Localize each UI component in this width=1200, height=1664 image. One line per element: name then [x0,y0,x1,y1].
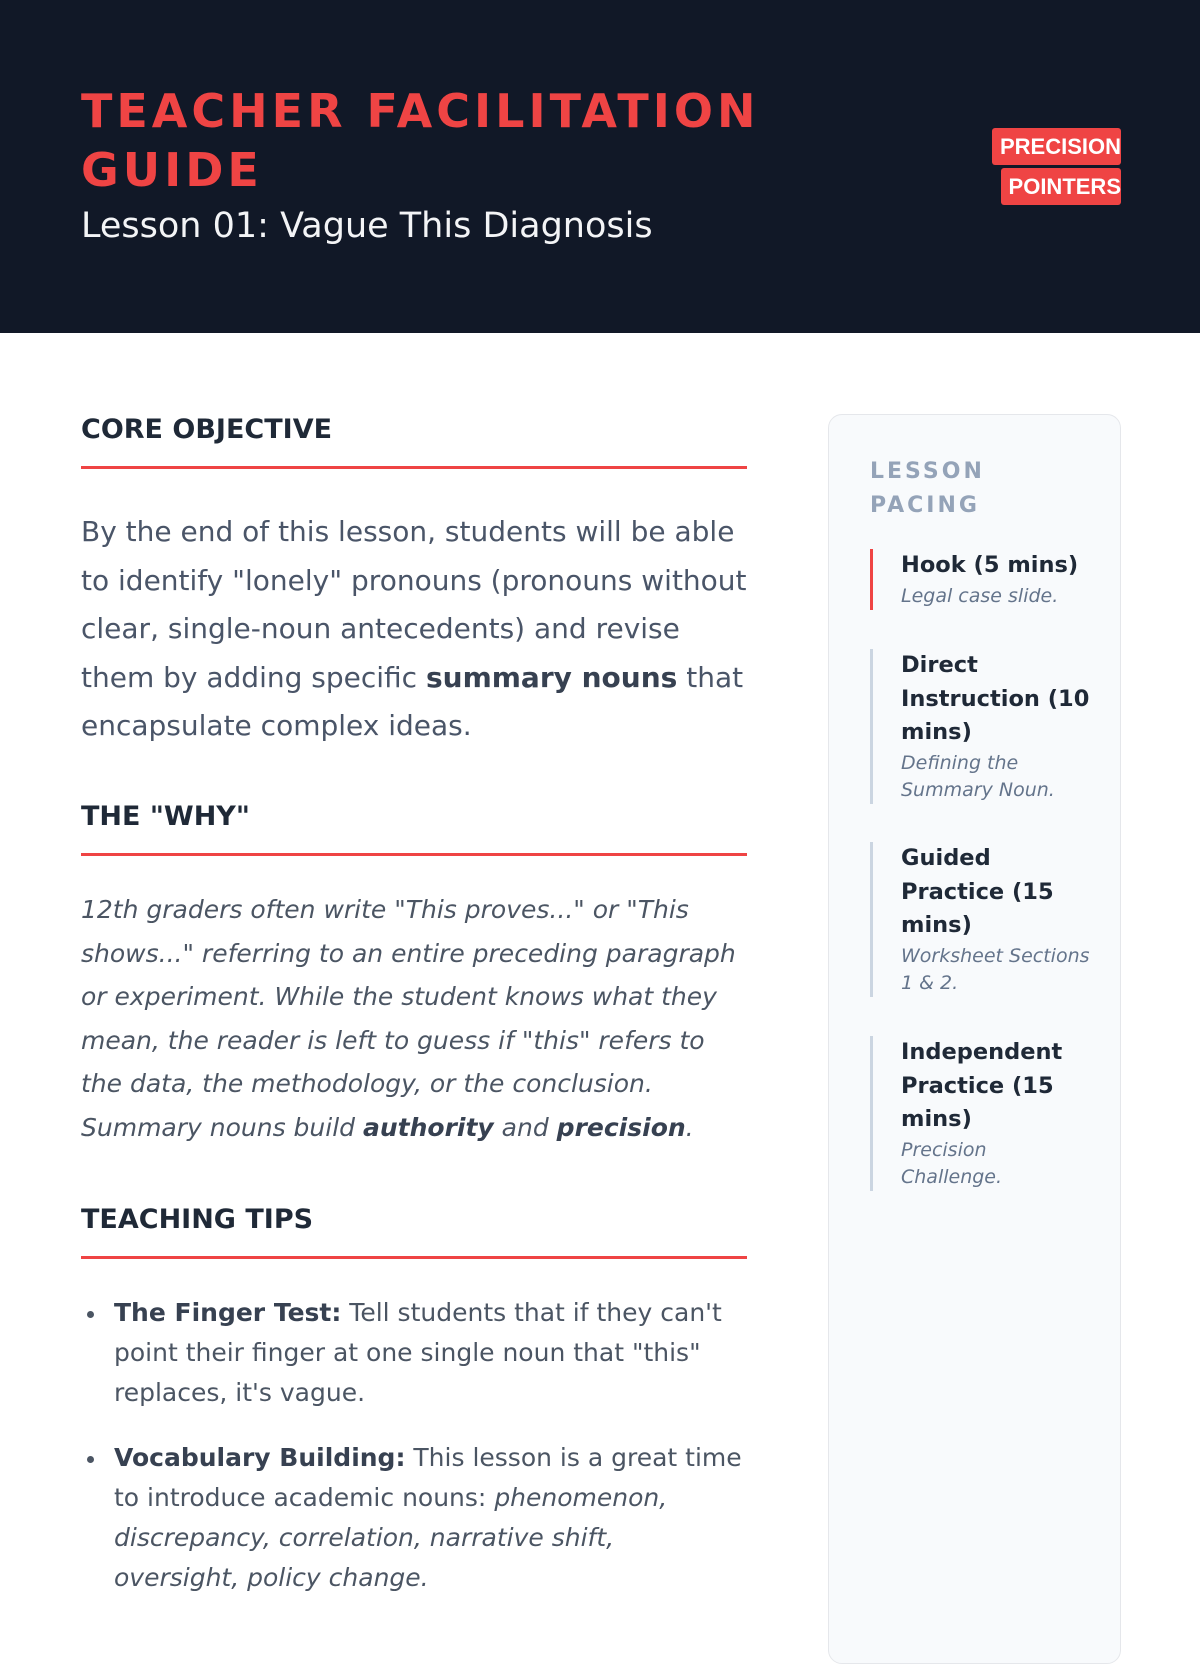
lesson-pacing-sidebar [828,414,1121,1664]
tip-text: Tell students that if they can't point their finger at one single noun that "this" replaces, it's vague. [114,1298,722,1407]
tip-text: This lesson is a great time to introduce academic nouns: [114,1443,742,1512]
tip-label: Vocabulary Building: [114,1443,406,1472]
core-objective-bold: summary nouns [425,660,678,694]
pacing-item-desc: Legal case slide. [901,584,1059,607]
why-bold-1: authority [362,1112,494,1142]
why-text-2: and [493,1112,557,1142]
teaching-tips-heading: TEACHING TIPS [81,1203,747,1259]
pacing-item-name: Direct Instruction (10 mins) [901,652,1090,745]
lesson-subtitle: Lesson 01: Vague This Diagnosis [81,206,653,246]
badge-label: PRECISION POINTERS [992,128,1121,205]
why-bold-2: precision [556,1112,686,1142]
pacing-item-name: Independent Practice (15 mins) [901,1039,1063,1132]
teaching-tips-list [81,1293,747,1623]
tip-label: The Finger Test: [114,1298,342,1327]
pacing-item-name: Guided Practice (15 mins) [901,845,1054,938]
page-title: TEACHER FACILITATION GUIDE [81,84,760,197]
pacing-item-hook [870,549,1090,610]
pacing-item-desc: Precision Challenge. [901,1138,1003,1188]
page-header [0,0,1200,333]
pacing-item-direct-instruction [870,649,1090,804]
why-text [81,888,747,1149]
lesson-pacing-heading: LESSON PACING [870,459,985,518]
why-text-1: 12th graders often write "This proves..." or "This shows..." referring to an entire preceding paragraph or experiment. While the student knows what they mean, the reader is left to guess if "this" refers to the data, the methodology, or the conclusion. Summary nouns build [81,895,736,1142]
pacing-item-name: Hook (5 mins) [901,552,1079,578]
core-objective-text [81,508,747,751]
pacing-item-desc: Defining the Summary Noun. [901,751,1055,801]
pacing-item-desc: Worksheet Sections 1 & 2. [901,944,1090,994]
core-objective-text-2: that encapsulate complex ideas. [81,660,744,742]
pacing-item-guided-practice [870,842,1090,997]
brand-badge [973,127,1121,207]
why-heading: THE "WHY" [81,800,747,856]
pacing-item-independent-practice [870,1036,1090,1191]
core-objective-text-1: By the end of this lesson, students will be able to identify "lonely" pronouns (pronouns without clear, single-noun antecedents) and revise them by adding specific [81,515,747,694]
tip-italic-text: phenomenon, discrepancy, correlation, narrative shift, oversight, policy change. [114,1483,668,1592]
why-text-3: . [685,1112,694,1142]
list-item [81,1438,747,1598]
core-objective-heading: CORE OBJECTIVE [81,413,747,469]
list-item [81,1293,747,1413]
